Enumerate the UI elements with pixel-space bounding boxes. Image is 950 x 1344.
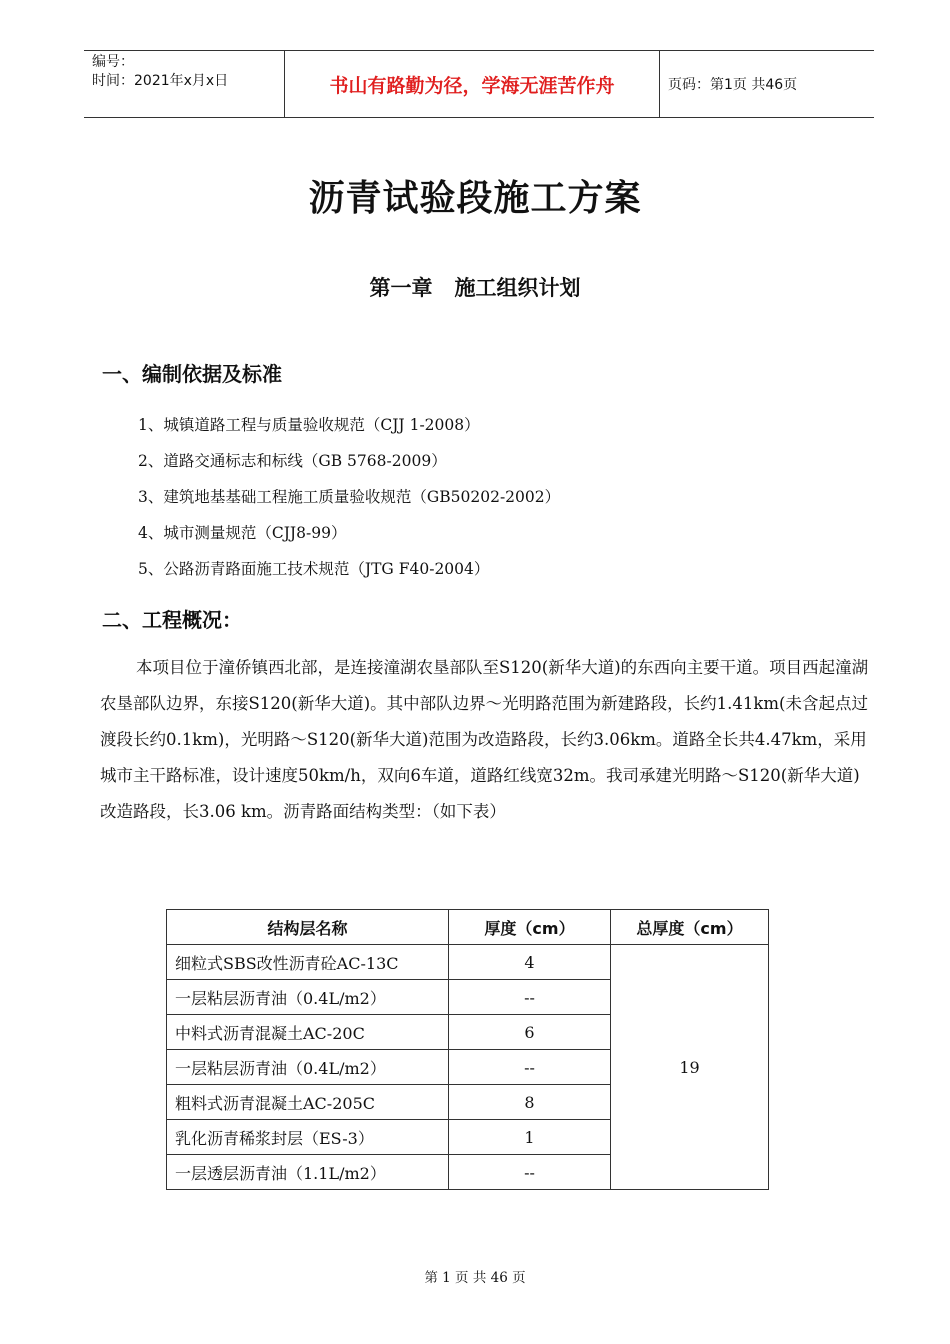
- project-overview-paragraph: 本项目位于潼侨镇西北部，是连接潼湖农垦部队至S120(新华大道)的东西向主要干道。项目西起潼湖农垦部队边界，东接S120(新华大道)。其中部队边界～光明路范围为新建路段，长约1.41km(未含起点过渡段长约0.1km)，光明路～S120(新华大道)范围为改造路段，长约3.06km。道路全长共4.47km，采用城市主干路标准，设计速度50km/h，双向6车道，道路红线宽32m。我司承建光明路～S120(新华大道) 改造路段，长3.06 km。沥青路面结构类型：（如下表）: [100, 658, 869, 821]
- thickness-cell: --: [449, 980, 611, 1015]
- list-item: 2、道路交通标志和标线（GB 5768-2009）: [138, 452, 447, 470]
- layer-name-cell: 粗料式沥青混凝土AC-205C: [167, 1085, 449, 1120]
- layer-name-cell: 中料式沥青混凝土AC-20C: [167, 1015, 449, 1050]
- pavement-structure-table: [166, 909, 769, 1190]
- table-row: [167, 945, 769, 980]
- thickness-cell: 8: [449, 1085, 611, 1120]
- layer-name-cell: 一层透层沥青油（1.1L/m2）: [167, 1155, 449, 1190]
- page-footer: 第 1 页 共 46 页: [424, 1270, 526, 1286]
- document-title: 沥青试验段施工方案: [308, 178, 642, 219]
- layer-name-cell: 一层粘层沥青油（0.4L/m2）: [167, 980, 449, 1015]
- total-thickness-cell: 19: [611, 945, 769, 1190]
- column-header: 总厚度（cm）: [611, 910, 769, 945]
- list-item: 4、城市测量规范（CJJ8-99）: [138, 524, 347, 542]
- header-motto: 书山有路勤为径，学海无涯苦作舟: [284, 51, 660, 117]
- thickness-cell: --: [449, 1050, 611, 1085]
- layer-name-cell: 细粒式SBS改性沥青砼AC-13C: [167, 945, 449, 980]
- chapter-heading: 第一章 施工组织计划: [369, 276, 581, 300]
- header-meta: [92, 53, 282, 91]
- thickness-cell: 6: [449, 1015, 611, 1050]
- layer-name-cell: 一层粘层沥青油（0.4L/m2）: [167, 1050, 449, 1085]
- thickness-cell: 4: [449, 945, 611, 980]
- column-header: 厚度（cm）: [449, 910, 611, 945]
- page-header: [84, 50, 874, 118]
- section2-heading: 二、工程概况：: [102, 608, 242, 632]
- table-header-row: [167, 910, 769, 945]
- header-page-label: 页码：第1页 共46页: [668, 77, 798, 93]
- section1-heading: 一、编制依据及标准: [102, 362, 282, 386]
- list-item: 1、城镇道路工程与质量验收规范（CJJ 1-2008）: [138, 416, 480, 434]
- column-header: 结构层名称: [167, 910, 449, 945]
- list-item: 5、公路沥青路面施工技术规范（JTG F40-2004）: [138, 560, 490, 578]
- layer-name-cell: 乳化沥青稀浆封层（ES-3）: [167, 1120, 449, 1155]
- doc-time-label: 时间：2021年x月x日: [92, 73, 229, 89]
- thickness-cell: 1: [449, 1120, 611, 1155]
- standards-list: [138, 414, 560, 594]
- thickness-cell: --: [449, 1155, 611, 1190]
- list-item: 3、建筑地基基础工程施工质量验收规范（GB50202-2002）: [138, 488, 561, 506]
- doc-code-label: 编号：: [92, 54, 134, 70]
